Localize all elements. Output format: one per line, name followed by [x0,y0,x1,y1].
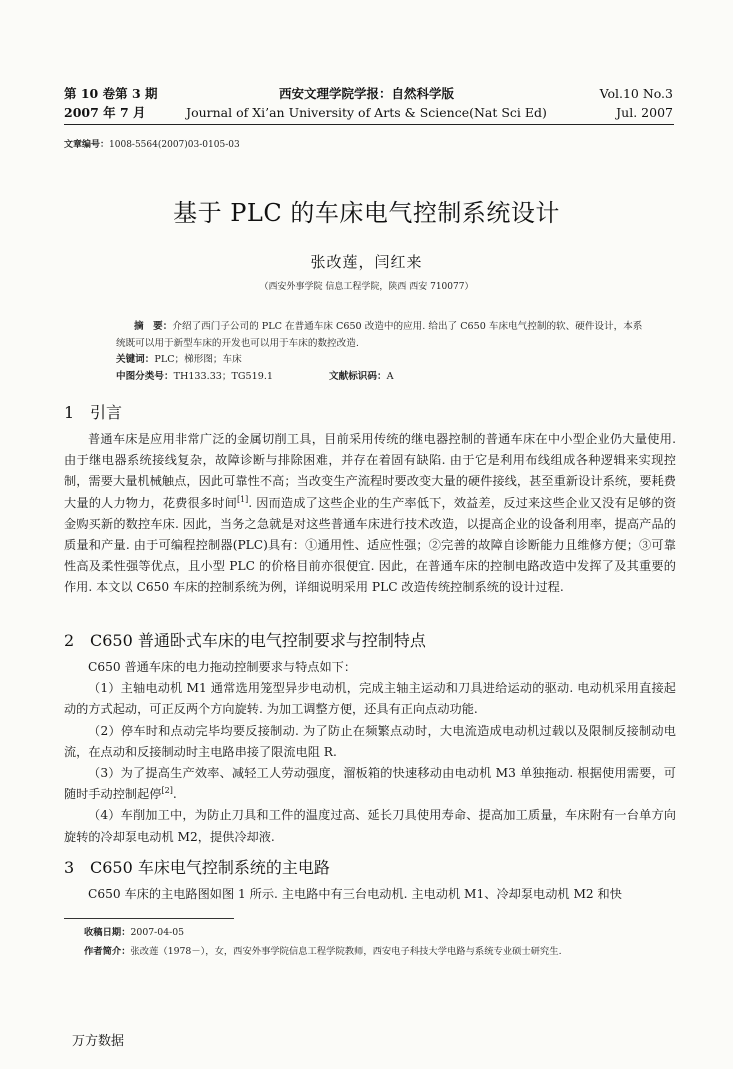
paragraph: （4）车削加工中，为防止刀具和工件的温度过高、延长刀具使用寿命、提高加工质量，车床附有一台单方向旋转的冷却泵电动机 M2，提供冷却液. [64,808,676,844]
wanfang-watermark: 万方数据 [72,1034,125,1049]
received-date: 2007-04-05 [130,927,185,938]
abstract-block [116,319,648,385]
section-1-heading [64,400,122,423]
abstract [116,319,648,352]
doc-value: A [386,370,394,382]
citation: [2] [161,786,173,796]
header-date-en: Jul. 2007 [616,105,673,120]
section-number: 1 [64,403,75,422]
section-1-body [64,429,676,599]
citation: [1] [236,494,249,504]
section-3-heading [64,855,330,878]
paragraph: （2）停车时和点动完毕均要反接制动. 为了防止在频繁点动时，大电流造成电动机过载以及限制反接制动电流，在点动和反接制动时主电路串接了限流电阻 R. [64,723,676,759]
section-number: 2 [64,631,75,650]
footnote-rule [64,918,234,919]
bio-label: 作者简介： [84,946,131,957]
paragraph-text: . 因而造成了这些企业的生产率低下，效益差，反过来这些企业又没有足够的资金购买新的数控车床. 因此，当务之急就是对这些普通车床进行技术改造，以提高企业的设备利用率，提高产品的质量和产量. 由于可编程控制器(PLC)具有：①通用性、适应性强；②完善的故障自诊断能力且维修方便；③可靠性高及柔性强等优点，且小型 PLC 的价格目前亦很便宜. 因此，在普通车床的控制电路改造中发挥了及其重要的作用. 本文以 C650 车床的控制系统为例，详细说明采用 PLC 改造传统控制系统的设计过程. [64,495,677,595]
header-journal-cn: 西安文理学院学报：自然科学版 [278,86,454,101]
header-rule [64,124,674,125]
received-label: 收稿日期： [84,927,131,938]
section-2-body [64,657,676,848]
header-volume: 第 10 卷第 3 期 [64,86,158,101]
article-number [64,137,240,150]
section-title: 引言 [90,403,123,422]
paper-affiliation: （西安外事学院 信息工程学院，陕西 西安 710077） [259,282,474,292]
paragraph-text: . [172,787,177,802]
keywords-text: PLC；梯形图；车床 [154,354,242,365]
doc-code [329,369,394,386]
footnote-received [84,924,684,938]
classification [116,369,648,386]
header-date-cn: 2007 年 7 月 [64,105,146,120]
paper-title: 基于 PLC 的车床电气控制系统设计 [173,199,560,227]
header-vol-en: Vol.10 No.3 [599,86,673,101]
paragraph [64,429,676,599]
abstract-label: 摘 要： [134,321,173,332]
paragraph-text: 普通车床是应用非常广泛的金属切削工具，目前采用传统的继电器控制的普通车床在中小型企业仍大量使用. 由于继电器系统接线复杂，故障诊断与排除困难，并存在着固有缺陷. 由于它是利用布线组成各种逻辑来实现控制，需要大量机械触点，因此可靠性不高；当改变生产流程时要改变大量的硬件接线，甚至重新设计系统，要耗费大量的人力物力，花费很多时间 [64,432,676,510]
section-title: C650 车床电气控制系统的主电路 [90,858,330,877]
section-title: C650 普通卧式车床的电气控制要求与控制特点 [90,631,426,650]
clc-value: TH133.33；TG519.1 [173,370,274,382]
article-number-value: 1008-5564(2007)03-0105-03 [109,140,240,150]
clc-label: 中图分类号： [116,370,174,382]
section-number: 3 [64,858,75,877]
clc-number [116,369,273,386]
abstract-text: 介绍了西门子公司的 PLC 在普通车床 C650 改造中的应用. 给出了 C650 车床电气控制的软、硬件设计，本系统既可以用于新型车床的开发也可以用于车床的数控改造. [116,321,643,349]
section-3-body [64,884,676,905]
doc-label: 文献标识码： [329,370,387,382]
footnote-author-bio [84,943,684,957]
header-journal-en: Journal of Xi’an University of Arts & Science(Nat Sci Ed) [186,105,547,120]
keywords-label: 关键词： [116,354,155,365]
paragraph-text: （3）为了提高生产效率、减轻工人劳动强度，溜板箱的快速移动由电动机 M3 单独拖动. 根据使用需要，可随时手动控制起停 [64,766,676,802]
article-number-label: 文章编号： [64,140,110,150]
paragraph [64,763,676,805]
paper-authors: 张改莲，闫红来 [310,253,423,271]
paragraph: （1）主轴电动机 M1 通常选用笼型异步电动机，完成主轴主运动和刀具进给运动的驱动. 电动机采用直接起动的方式起动，可正反两个方向旋转. 为加工调整方便，还具有正向点动功能. [64,681,676,717]
paragraph: C650 车床的主电路图如图 1 所示. 主电路中有三台电动机. 主电动机 M1、冷却泵电动机 M2 和快 [88,887,622,901]
header-vol-no [600,84,673,122]
paragraph: C650 普通车床的电力拖动控制要求与特点如下： [88,660,357,674]
section-2-heading [64,628,426,651]
keywords [116,352,648,369]
bio-text: 张改莲（1978－），女，西安外事学院信息工程学院教师，西安电子科技大学电路与系统专业硕士研究生. [130,946,562,957]
